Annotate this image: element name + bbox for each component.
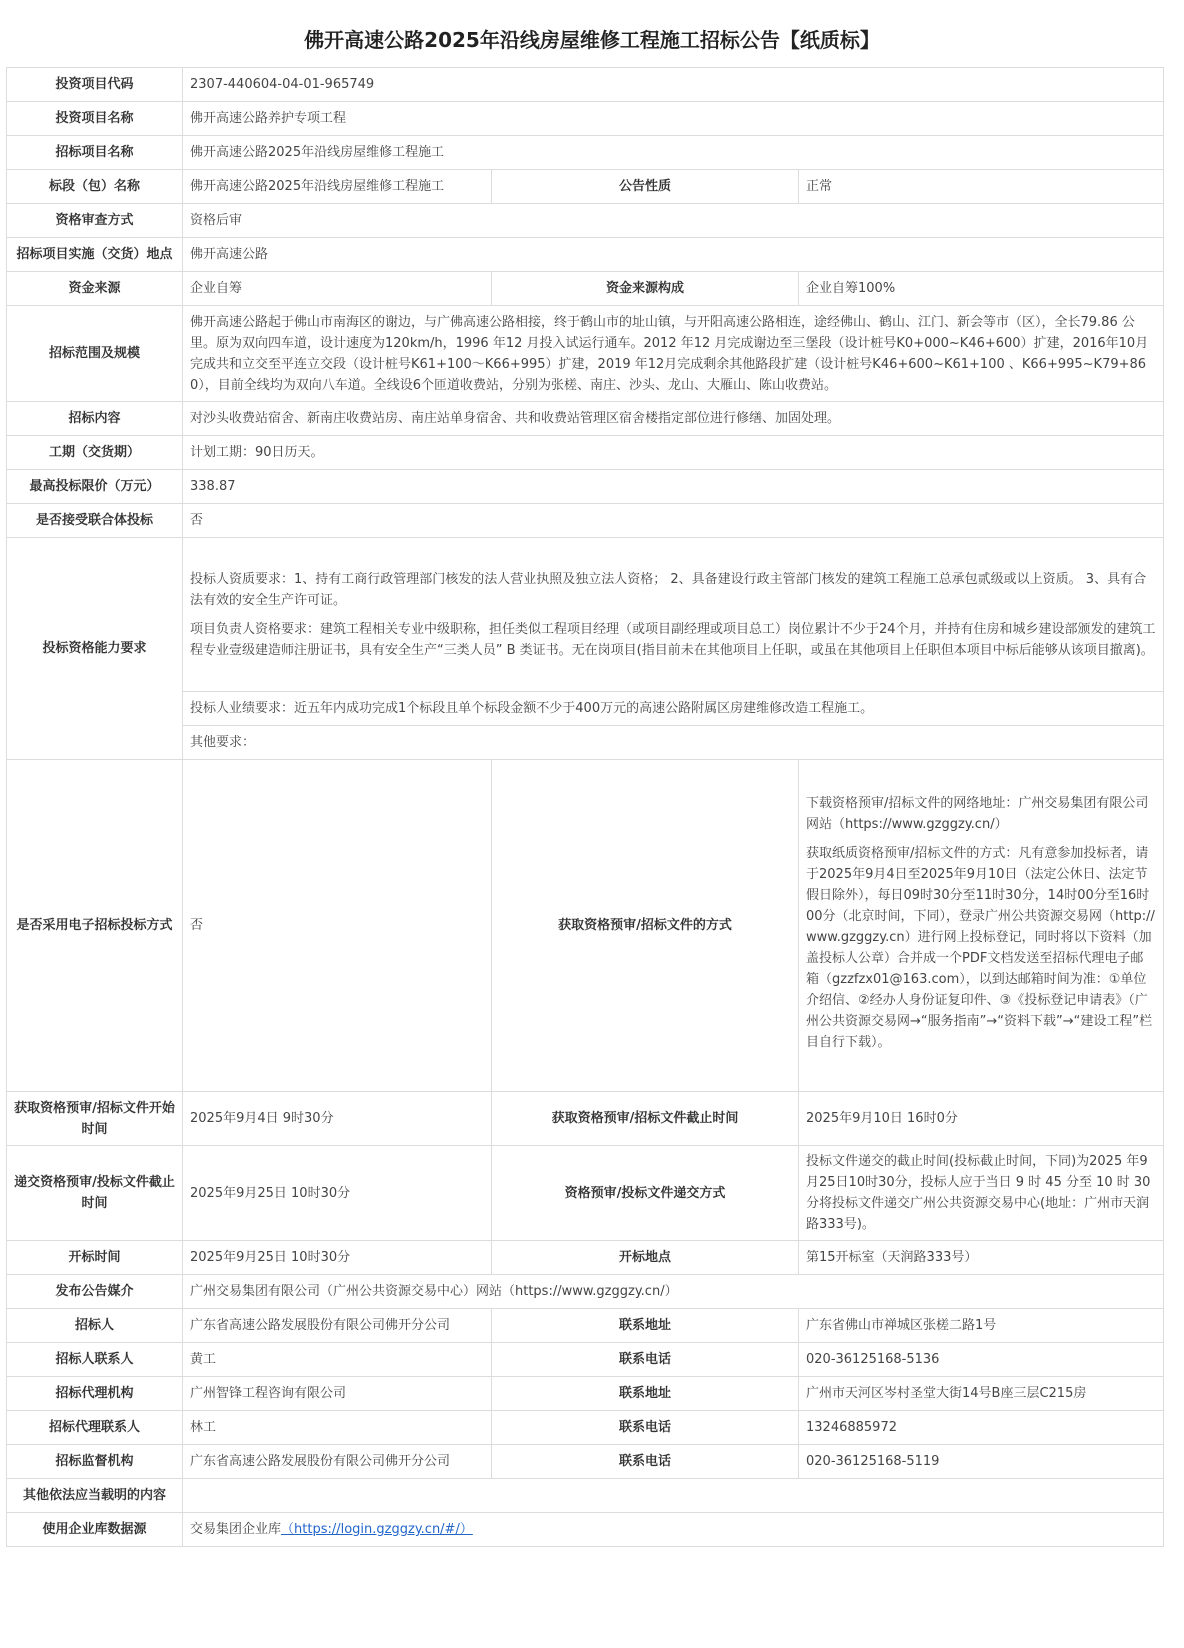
- row-ability: [7, 538, 1164, 692]
- row-agency: [7, 1377, 1164, 1411]
- location-label: 招标项目实施（交货）地点: [7, 238, 183, 272]
- obtain-method-value: [799, 760, 1164, 1092]
- agency-address-label: 联系地址: [492, 1377, 799, 1411]
- database-label: 使用企业库数据源: [7, 1513, 183, 1547]
- opening-time-label: 开标时间: [7, 1241, 183, 1275]
- electronic-label: 是否采用电子招标投标方式: [7, 760, 183, 1092]
- location-value: 佛开高速公路: [183, 238, 1164, 272]
- project-name-label: 投资项目名称: [7, 102, 183, 136]
- agency-phone-value: 13246885972: [799, 1411, 1164, 1445]
- row-location: [7, 238, 1164, 272]
- tenderer-contact-label: 招标人联系人: [7, 1343, 183, 1377]
- supervisor-phone-value: 020-36125168-5119: [799, 1445, 1164, 1479]
- ability-qualifications: [183, 538, 1164, 692]
- submit-method-label: 资格预审/投标文件递交方式: [492, 1146, 799, 1241]
- agency-contact-value: 林工: [183, 1411, 492, 1445]
- row-tenderer: [7, 1309, 1164, 1343]
- row-project-name: [7, 102, 1164, 136]
- tender-name-value: 佛开高速公路2025年沿线房屋维修工程施工: [183, 136, 1164, 170]
- media-label: 发布公告媒介: [7, 1275, 183, 1309]
- submit-method-value: 投标文件递交的截止时间(投标截止时间，下同)为2025 年9月25日10时30分，投标人应于当日 9 时 45 分至 10 时 30 分将投标文件递交广州公共资源交易中心(地址：广州市天润路333号)。: [799, 1146, 1164, 1241]
- row-tenderer-contact: [7, 1343, 1164, 1377]
- other-content-label: 其他依法应当载明的内容: [7, 1479, 183, 1513]
- scope-value: 佛开高速公路起于佛山市南海区的谢边，与广佛高速公路相接，终于鹤山市的址山镇，与开阳高速公路相连，途经佛山、鹤山、江门、新会等市（区），全长79.86 公里。原为双向四车道，设计速度为120km/h，1996 年12 月投入试运行通车。2012 年12 月完成谢边至三堡段（设计桩号K0+000~K46+600）扩建，2016年10月完成共和立交至平连立交段（设计桩号K61+100～K66+995）扩建，2019 年12月完成剩余其他路段扩建（设计桩号K46+600~K61+100 、K66+995~K79+860），目前全线均为双向八车道。全线设6个匝道收费站，分别为张槎、南庄、沙头、龙山、大雁山、陈山收费站。: [183, 306, 1164, 402]
- project-code-label: 投资项目代码: [7, 68, 183, 102]
- row-section: [7, 170, 1164, 204]
- tenderer-phone-label: 联系电话: [492, 1343, 799, 1377]
- submit-deadline-value: 2025年9月25日 10时30分: [183, 1146, 492, 1241]
- ability-label: 投标资格能力要求: [7, 538, 183, 760]
- agency-label: 招标代理机构: [7, 1377, 183, 1411]
- content-label: 招标内容: [7, 402, 183, 436]
- performance-requirement: 投标人业绩要求：近五年内成功完成1个标段且单个标段金额不少于400万元的高速公路附属区房建维修改造工程施工。: [183, 692, 1164, 726]
- opening-time-value: 2025年9月25日 10时30分: [183, 1241, 492, 1275]
- media-value: 广州交易集团有限公司（广州公共资源交易中心）网站（https://www.gzggzy.cn/）: [183, 1275, 1164, 1309]
- row-project-code: [7, 68, 1164, 102]
- supervisor-phone-label: 联系电话: [492, 1445, 799, 1479]
- content-value: 对沙头收费站宿舍、新南庄收费站房、南庄站单身宿舍、共和收费站管理区宿舍楼指定部位进行修缮、加固处理。: [183, 402, 1164, 436]
- row-consortium: [7, 504, 1164, 538]
- supervisor-label: 招标监督机构: [7, 1445, 183, 1479]
- row-period: [7, 436, 1164, 470]
- row-scope: [7, 306, 1164, 402]
- funding-label: 资金来源: [7, 272, 183, 306]
- row-media: [7, 1275, 1164, 1309]
- row-submit: [7, 1146, 1164, 1241]
- section-value: 佛开高速公路2025年沿线房屋维修工程施工: [183, 170, 492, 204]
- supervisor-value: 广东省高速公路发展股份有限公司佛开分公司: [183, 1445, 492, 1479]
- notice-nature-value: 正常: [799, 170, 1164, 204]
- agency-value: 广州智锋工程咨询有限公司: [183, 1377, 492, 1411]
- database-value: [183, 1513, 1164, 1547]
- doc-start-label: 获取资格预审/招标文件开始时间: [7, 1092, 183, 1146]
- row-electronic: [7, 760, 1164, 1092]
- consortium-label: 是否接受联合体投标: [7, 504, 183, 538]
- opening-place-label: 开标地点: [492, 1241, 799, 1275]
- tenderer-contact-value: 黄工: [183, 1343, 492, 1377]
- funding-composition-value: 企业自筹100%: [799, 272, 1164, 306]
- period-label: 工期（交货期）: [7, 436, 183, 470]
- download-address-text: 下载资格预审/招标文件的网络地址：广州交易集团有限公司网站（https://www.gzggzy.cn/）: [806, 795, 1149, 832]
- obtain-method-label: 获取资格预审/招标文件的方式: [492, 760, 799, 1092]
- tenderer-address-value: 广东省佛山市禅城区张槎二路1号: [799, 1309, 1164, 1343]
- manager-qualification-text: 项目负责人资格要求：建筑工程相关专业中级职称，担任类似工程项目经理（或项目副经理或项目总工）岗位累计不少于24个月，并持有住房和城乡建设部颁发的建筑工程专业壹级建造师注册证书，具有安全生产“三类人员” B 类证书。无在岗项目(指目前未在其他项目上任职，或虽在其他项目上任职但本项目中标后能够从该项目撤离)。: [190, 621, 1156, 658]
- scope-label: 招标范围及规模: [7, 306, 183, 402]
- project-code-value: 2307-440604-04-01-965749: [183, 68, 1164, 102]
- agency-address-value: 广州市天河区岑村圣堂大街14号B座三层C215房: [799, 1377, 1164, 1411]
- other-content-value: [183, 1479, 1164, 1513]
- paper-obtain-text: 获取纸质资格预审/招标文件的方式：凡有意参加投标者，请于2025年9月4日至2025年9月10日（法定公休日、法定节假日除外），每日09时30分至11时30分，14时00分至16时00分（北京时间，下同），登录广州公共资源交易网（http://www.gzggzy.cn）进行网上投标登记，同时将以下资料（加盖投标人公章）合并成一个PDF文档发送至招标代理电子邮箱（gzzfzx01@163.com），以到达邮箱时间为准：①单位介绍信、②经办人身份证复印件、③《投标登记申请表》（广州公共资源交易网→“服务指南”→“资料下载”→“建设工程”栏目自行下载）。: [806, 845, 1155, 1050]
- funding-value: 企业自筹: [183, 272, 492, 306]
- database-name: 交易集团企业库: [190, 1522, 282, 1537]
- row-max-price: [7, 470, 1164, 504]
- tenderer-label: 招标人: [7, 1309, 183, 1343]
- agency-phone-label: 联系电话: [492, 1411, 799, 1445]
- consortium-value: 否: [183, 504, 1164, 538]
- funding-composition-label: 资金来源构成: [492, 272, 799, 306]
- bidder-qualification-text: 投标人资质要求：1、持有工商行政管理部门核发的法人营业执照及独立法人资格； 2、具备建设行政主管部门核发的建筑工程施工总承包贰级或以上资质。 3、具有合法有效的安全生产许可证。: [190, 571, 1147, 608]
- row-content: [7, 402, 1164, 436]
- row-qualification-review: [7, 204, 1164, 238]
- doc-end-value: 2025年9月10日 16时0分: [799, 1092, 1164, 1146]
- tender-notice-table: [6, 67, 1164, 1547]
- doc-start-value: 2025年9月4日 9时30分: [183, 1092, 492, 1146]
- project-name-value: 佛开高速公路养护专项工程: [183, 102, 1164, 136]
- page-title: 佛开高速公路2025年沿线房屋维修工程施工招标公告【纸质标】: [304, 28, 880, 52]
- other-requirement: 其他要求：: [183, 726, 1164, 760]
- tender-name-label: 招标项目名称: [7, 136, 183, 170]
- tenderer-value: 广东省高速公路发展股份有限公司佛开分公司: [183, 1309, 492, 1343]
- notice-nature-label: 公告性质: [492, 170, 799, 204]
- row-funding: [7, 272, 1164, 306]
- database-link[interactable]: （https://login.gzggzy.cn/#/）: [281, 1522, 473, 1537]
- period-value: 计划工期：90日历天。: [183, 436, 1164, 470]
- agency-contact-label: 招标代理联系人: [7, 1411, 183, 1445]
- row-agency-contact: [7, 1411, 1164, 1445]
- max-price-value: 338.87: [183, 470, 1164, 504]
- row-other-content: [7, 1479, 1164, 1513]
- submit-deadline-label: 递交资格预审/投标文件截止时间: [7, 1146, 183, 1241]
- row-doc-time: [7, 1092, 1164, 1146]
- opening-place-value: 第15开标室（天润路333号）: [799, 1241, 1164, 1275]
- qualification-review-value: 资格后审: [183, 204, 1164, 238]
- max-price-label: 最高投标限价（万元）: [7, 470, 183, 504]
- row-supervisor: [7, 1445, 1164, 1479]
- tenderer-phone-value: 020-36125168-5136: [799, 1343, 1164, 1377]
- qualification-review-label: 资格审查方式: [7, 204, 183, 238]
- doc-end-label: 获取资格预审/招标文件截止时间: [492, 1092, 799, 1146]
- row-database: [7, 1513, 1164, 1547]
- row-opening: [7, 1241, 1164, 1275]
- electronic-value: 否: [183, 760, 492, 1092]
- section-label: 标段（包）名称: [7, 170, 183, 204]
- row-tender-name: [7, 136, 1164, 170]
- tenderer-address-label: 联系地址: [492, 1309, 799, 1343]
